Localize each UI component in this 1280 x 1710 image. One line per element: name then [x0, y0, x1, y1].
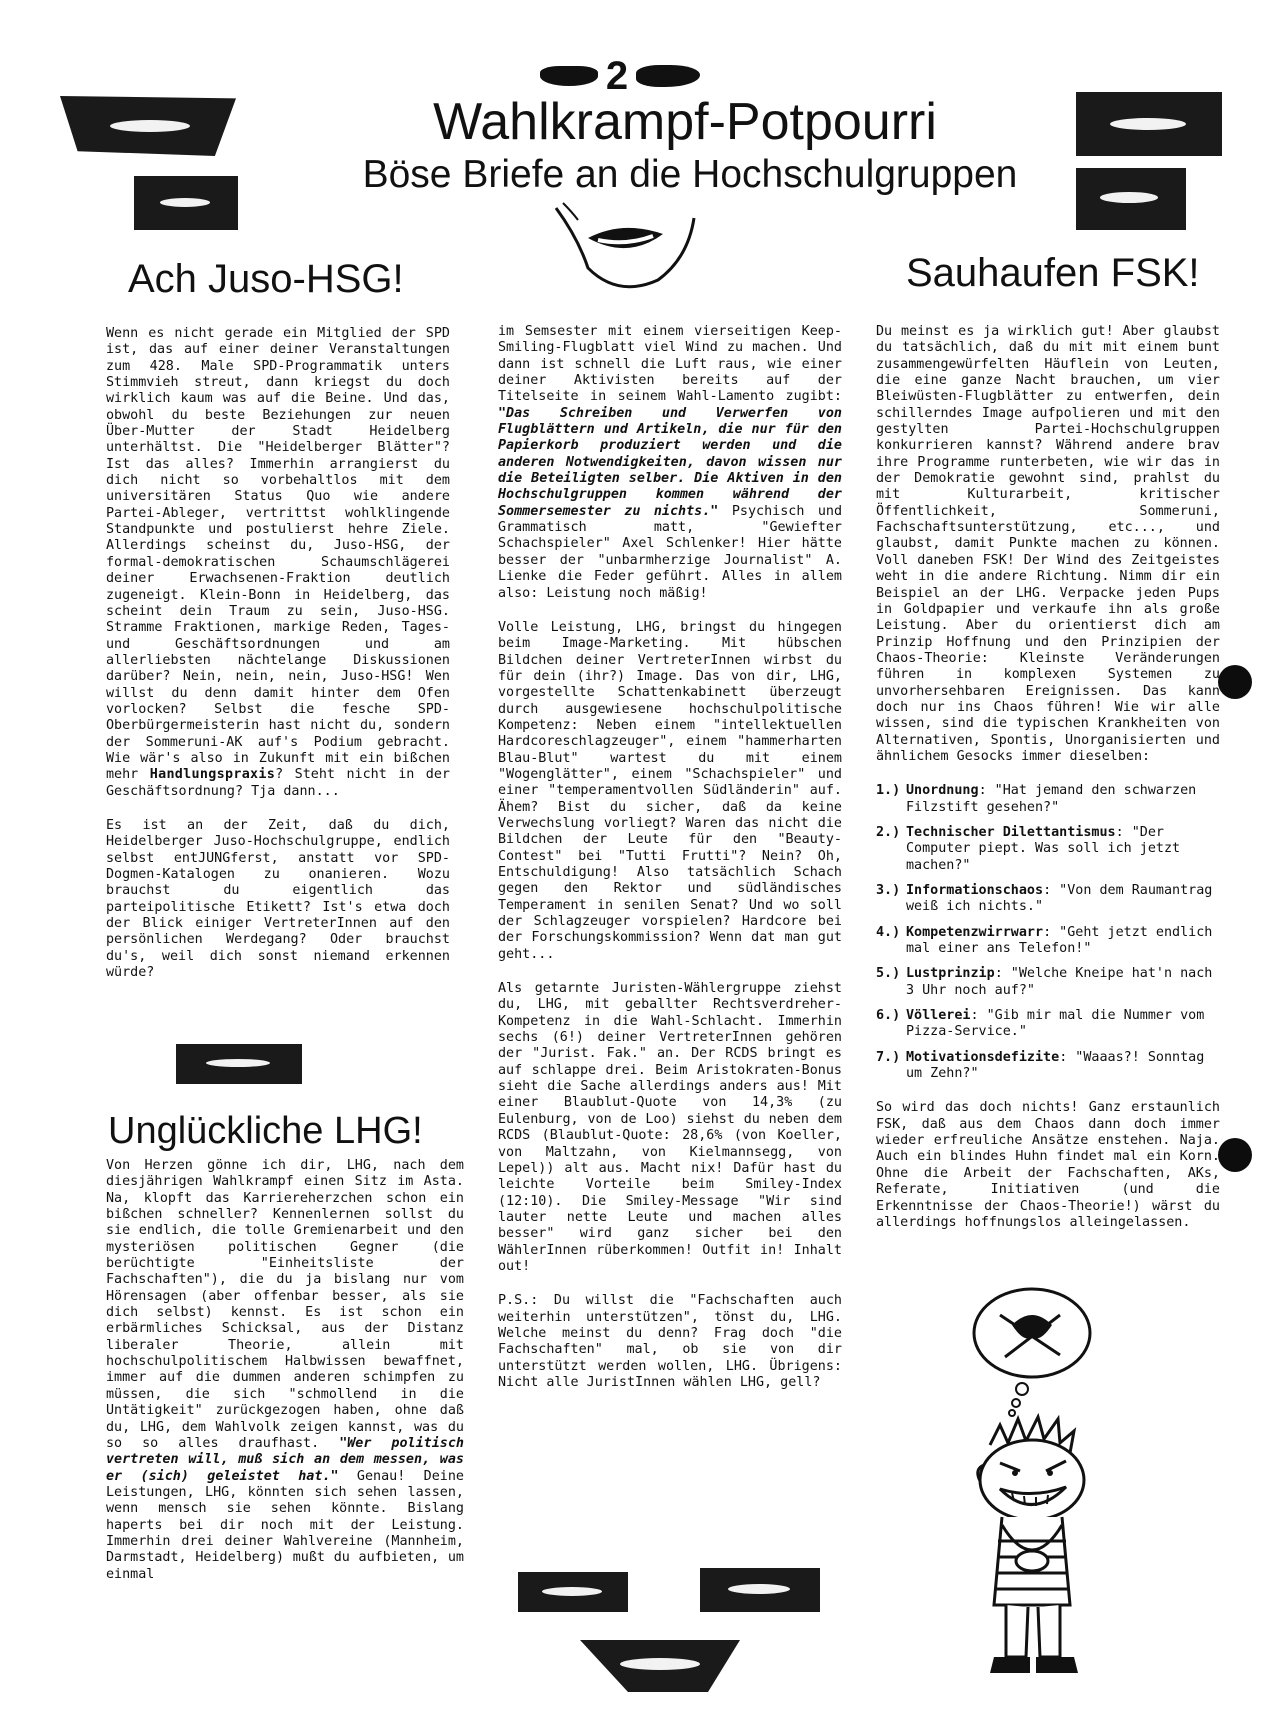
list-item: 7.) Motivationsdefizite: "Waaas?! Sonntag um Zehn?" [876, 1049, 1205, 1082]
section-title-fsk: Sauhaufen FSK! [906, 251, 1200, 295]
black-dot [1218, 1138, 1252, 1172]
emphasis: Handlungspraxis [149, 767, 276, 783]
text: im Semsester mit einem vierseitigen Keep-Smiling-Flugblatt viel Wind zu machen. Und dann ist schnell die Luft raus, wie einer deiner Aktivisten bereits auf der Titelseite in seinem Wahl-Lamento zugibt: [498, 324, 842, 405]
mouth-photo-clipping [580, 1640, 740, 1692]
paragraph: Volle Leistung, LHG, bringst du hingegen beim Image-Marketing. Mit hübschen Bildchen deiner VertreterInnen wirbst du für dein (ihr?) Image. Das von dir, LHG, vorgestellte Schattenkabinett überzeugt durch ausgewiesene hochschulpolitische Kompetenz: Neben einem "intellektuellen Hardcoreschlagzeuger", einem "hammerharten Blau-Blut" wartest du mit einem "Wogenglätter", einem "Schachspieler" und einer "temperamentvollen Südländerin" auf. Ähem? Bist du sicher, daß da keine Verwechslung vorliegt? Waren das nicht die Bildchen der Leute für den "Beauty-Contest" bei "Tutti Frutti"? Nein? Oh, Entschuldigung! Also tatsächlich Schach gegen den Rektor und südländisches Temperament in senilen Senat? Und wo soll der Schlagzeuger vorspielen? Hardcore bei der Forschungskommission? Wenn dat man gut geht... [498, 619, 842, 962]
lips-left-icon [540, 66, 598, 86]
text: Wenn es nicht gerade ein Mitglied der SPD ist, das auf einer deiner Veranstaltungen zum 428. Male SPD-Programmatik unters Stimmvieh streut, dann kriegst du doch wirklich kaum was auf die Beine. Und das, obwohl du beste Beziehungen zur neuen Über-Mutter der Stadt Heidelberg unterhältst. Die "Heidelberger Blätter"? Ist das alles? Immerhin arrangierst du dich nicht so vorbehaltlos mit dem universitären Status Quo wie andere Partei-Ableger, vertrittst wohlklingende Standpunkte und postulierst hehre Ziele. Allerdings scheinst du, Juso-HSG, der formal-demokratischen Schaumschlägerei deiner Erwachsenen-Fraktion deutlich zugeneigt. Klein-Bonn in Heidelberg, das scheint dein Traum zu sein, Juso-HSG. Stramme Fraktionen, markige Reden, Tages- und Geschäftsordnungen und am allerliebsten nächtelange Diskussionen darüber? Nein, nein, nein, Juso-HSG! Wen willst du denn damit hinter dem Ofen vorlocken? Selbst die fesche SPD-Oberbürgermeisterin hast nicht du, sondern der Sommeruni-AK auf's Podium gebracht. Wie wär's also in Zukunft mit ein bißchen mehr [106, 326, 450, 783]
problem-list [876, 783, 1220, 1082]
list-item: 6.) Völlerei: "Gib mir mal die Nummer vom Pizza-Service." [876, 1008, 1205, 1040]
paragraph: So wird das doch nichts! Ganz erstaunlich FSK, daß aus dem Chaos dann doch immer wieder erfreuliche Ansätze enstehen. Naja. Auch ein blindes Huhn findet mal ein Korn. Ohne die Arbeit der Fachschaften, AKs, Referate, Initiativen (und die Erkenntnisse der Chaos-Theorie!) wärst du allerdings hoffnungslos alleingelassen. [876, 1100, 1220, 1230]
text: ? Steht nicht in der Geschäftsordnung? Tja dann... [106, 767, 450, 799]
page-title: Wahlkrampf-Potpourri [433, 93, 937, 151]
mouth-photo-clipping [518, 1572, 628, 1612]
column-juso [106, 326, 450, 999]
page-number: 2 [605, 54, 629, 98]
list-item: 1.) Unordnung: "Hat jemand den schwarzen Filzstift gesehen?" [876, 783, 1197, 815]
paragraph: Als getarnte Juristen-Wählergruppe ziehst du, LHG, mit geballter Rechtsverdreher-Kompetenz in die Wahl-Schlacht. Immerhin sechs (6!) deiner VertreterInnen gehören der "Jurist. Fak." an. Der RCDS bringt es auf schlappe drei. Beim Aristokraten-Bonus sieht die Sache allerdings anders aus! Mit einer Blaublut-Quote von 14,3% (zu Eulenburg, von de Loo) siehst du neben dem RCDS (Blaublut-Quote: 28,6% (von Koeller, von Maltzahn, von Kielmannsegg, von Lepel)) alt aus. Macht nix! Dafür hast du leichte Vorteile beim Smiley-Index (12:10). Die Smiley-Message "Wir sind lauter nette Leute und machen alles besser" wird ganz sicher bei den WählerInnen rüberkommen! Outfit in! Inhalt out! [498, 981, 842, 1274]
paragraph [106, 1158, 464, 1583]
column-lhg [106, 1158, 464, 1601]
section-title-juso: Ach Juso-HSG! [128, 257, 404, 301]
column-fsk [876, 324, 1220, 1249]
paragraph: Es ist an der Zeit, daß du dich, Heidelberger Juso-Hochschulgruppe, endlich selbst entJUNGferst, anstatt vor SPD-Dogmen-Katalogen zu onanieren. Wozu brauchst du eigentlich das parteipolitische Etikett? Ist's etwa doch der Blick einiger VertreterInnen auf den persönlichen Werdegang? Oder brauchst du's, weil dich sonst niemand erkennen würde? [106, 817, 450, 981]
paragraph [106, 326, 450, 800]
text: Von Herzen gönne ich dir, LHG, nach dem diesjährigen Wahlkrampf einen Sitz im Asta. Na, klopft das Karriereherzchen schon ein bißchen schneller? Kennenlernen sollst du sie endlich, die tolle Gremienarbeit und den mysteriösen politischen Gegner (die berüchtigte "Einheitsliste der Fachschaften"), die du ja bislang nur vom Hörensagen (aber offenbar besser, als sie dich selbst) kennst. Es ist schon ein erbärmliches Schicksal, aus der Distanz liberaler Theorie, allein mit hochschulpolitischem Halbwissen bewaffnet, immer auf die dummen anderen schimpfen zu müssen, die sich "schmollend in die Untätigkeit" zurückgezogen haben, ohne daß du, LHG, dem Wahlvolk zeigen kannst, was du so so alles draufhast. [106, 1158, 464, 1451]
list-item: 2.) Technischer Dilettantismus: "Der Computer piept. Was soll ich jetzt machen?" [876, 824, 1181, 873]
quote: "Das Schreiben und Verwerfen von Flugblättern und Artikeln, die nur für den Papierkorb produziert werden und die anderen Notwendigkeiten, davon wissen nur die Beteiligten selber. Die Aktiven in den Hochschulgruppen kommen während der Sommersemester zu nichts." [498, 405, 842, 519]
list-item: 3.) Informationschaos: "Von dem Raumantrag weiß ich nichts." [876, 883, 1213, 915]
mouth-photo-clipping [176, 1044, 302, 1084]
section-title-lhg: Unglückliche LHG! [108, 1110, 423, 1152]
list-item: 4.) Kompetenzwirrwarr: "Geht jetzt endlich mal einer ans Telefon!" [876, 924, 1213, 957]
paragraph: P.S.: Du willst die "Fachschaften auch weiterhin unterstützen", tönst du, LHG. Welche meinst du denn? Frag doch "die Fachschaften" mal, ob sie von dir unterstützt werden wollen, LHG. Übrigens: Nicht alle JuristInnen wählen LHG, gell? [498, 1293, 842, 1390]
face-illustration [548, 198, 698, 308]
mouth-photo-clipping [60, 96, 236, 156]
column-lhg-continued [498, 324, 842, 1409]
mouth-photo-clipping [134, 176, 238, 230]
text: Psychisch und Grammatisch matt, "Gewiefter Schachspieler" Axel Schlenker! Hier hätte besser der "unbarmherzige Journalist" A. Lienke die Feder geführt. Alles in allem also: Leistung noch mäßig! [498, 503, 843, 601]
mouth-photo-clipping [700, 1568, 820, 1612]
page-subtitle: Böse Briefe an die Hochschulgruppen [362, 153, 1018, 196]
list-item: 5.) Lustprinzip: "Welche Kneipe hat'n nach 3 Uhr noch auf?" [876, 966, 1213, 998]
mouth-photo-clipping [1076, 168, 1186, 230]
paragraph [498, 324, 842, 602]
paragraph: Du meinst es ja wirklich gut! Aber glaubst du tatsächlich, daß du mit mit einem bunt zusammengewürfelten Häuflein von Leuten, die eine ganze Nacht brauchen, um vier Bleiwüsten-Flugblätter zu entwerfen, dein schillerndes Image aufpolieren und mit den gestylten Partei-Hochschulgruppen konkurrieren kannst? Während andere brav ihre Programme runterbeten, wie wir das in der Demokratie gewohnt sind, prahlst du mit Kulturarbeit, kritischer Öffentlichkeit, Sommeruni, Fachschaftsunterstützung, etc..., und glaubst, damit Punkte machen zu können. Voll daneben FSK! Der Wind des Zeitgeistes weht in die andere Richtung. Nimm dir ein Beispiel an der LHG. Verpacke jeden Pups in Goldpapier und verkaufe ihn als große Leistung. Aber du orientierst dich am Prinzip Hoffnung und den Prinzipien der Chaos-Theorie: Kleinste Veränderungen führen in komplexen Systemen zu unvorhersehbaren Ereignissen. Das kann doch nur ins Chaos führen! Wie wir alle wissen, sind die typischen Krankheiten von Alternativen, Spontis, Unorganisierten und ähnlichem Gesocks immer dieselben: [876, 324, 1220, 764]
text: Genau! Deine Leistungen, LHG, könnten sich sehen lassen, wenn mensch sie sehen könnte. Bislang haperts bei dir noch mit der Leistung. Immerhin drei deiner Wahlvereine (Mannheim, Darmstadt, Heidelberg) mußt du aufbieten, um einmal [106, 1468, 464, 1582]
cartoon-boy-icon [950, 1285, 1160, 1685]
mouth-photo-clipping [1076, 92, 1222, 156]
lips-right-icon [636, 65, 700, 87]
quote: "Wer politisch vertreten will, muß sich an dem messen, was er (sich) geleistet hat." [106, 1435, 464, 1484]
black-dot [1218, 665, 1252, 699]
